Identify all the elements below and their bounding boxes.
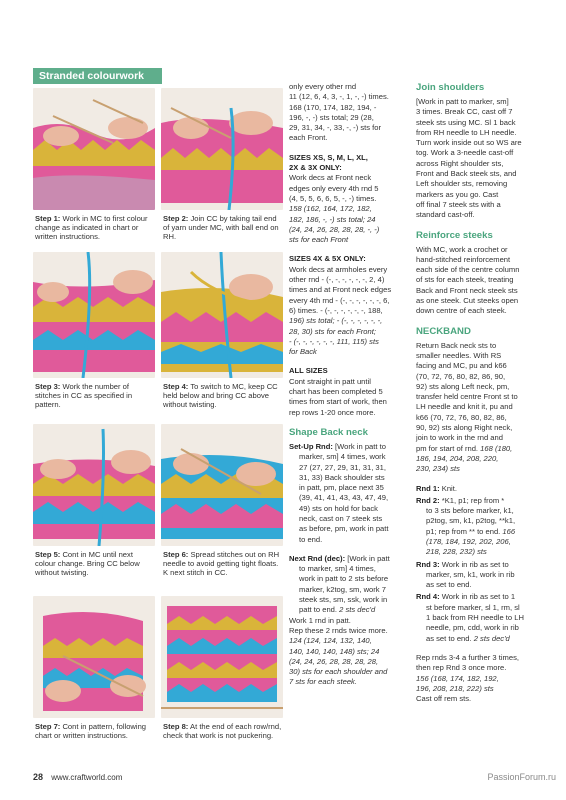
step-5-caption: Step 5: Cont in MC until next colour change. Bring CC below without twisting.: [35, 550, 140, 578]
final-instructions: Rep rnds 3-4 a further 3 times, then rep Rnd 3 once more. 156 (168, 174, 182, 192, 196, 208, 218, 222) sts Cast off rem sts.: [416, 652, 519, 704]
pattern-column-3: [416, 82, 544, 704]
step-6-photo: [161, 424, 283, 546]
intro-text: only every other rnd 11 (12, 6, 4, 3, -, 1, -, -) times. 168 (170, 174, 182, 194, - 196, -, -) sts total; 29 (28, 29, 31, 34, -, 33, -, -) sts for each Front.: [289, 82, 389, 143]
step-7-caption: Step 7: Cont in pattern, following chart or written instructions.: [35, 722, 147, 741]
step-1-photo: [33, 88, 155, 210]
sizes-4x-5x-block: SIZES 4X & 5X ONLY: Work decs at armholes every other rnd - (-, -, -, -, -, -, 2, 4) times and at Front neck edges every 4th rnd - (-, -, -, -, -, -, 6, 6) times. - (-, -, -, -, -, -, 188, 196) sts total; - (-, -, -, -, -, -, 28, 30) sts for each Front; - (-, -, -, -, -, -, 111, 115) sts for Back: [289, 254, 392, 357]
step-4-caption: Step 4: To switch to MC, keep CC held below and bring CC above without twisting.: [163, 382, 278, 410]
sizes-xs-3x-block: SIZES XS, S, M, L, XL, 2X & 3X ONLY: Work decs at Front neck edges only every 4th rnd 5 (4, 5, 5, 6, 6, 5, -, -) times. 158 (162, 164, 172, 182, 182, 186, -, -) sts total; 24 (24, 24, 26, 28, 28, 28, -, -) sts for each Front: [289, 152, 380, 245]
neckband-heading: NECKBAND: [416, 325, 471, 337]
reinforce-steeks-heading: Reinforce steeks: [416, 229, 493, 241]
step-3-photo: [33, 252, 155, 378]
round-4: Rnd 4: Work in rib as set to 1 st before marker, sl 1, rm, sl 1 back from RH needle to LH needle, pm, cdd, work in rib as set to end. 2 sts dec'd: [416, 592, 524, 643]
neckband-text: Return Back neck sts to smaller needles. With RS facing and MC, pu and k66 (70, 72, 76, 80, 82, 86, 90, 92) sts along Left neck, pm, transfer held centre Front st to LH needle and knit it, pu and k66 (70, 72, 76, 80, 82, 86, 90, 92) sts along Right neck, join to work in the rnd and pm for start of rnd. 168 (180, 186, 194, 204, 208, 220, 230, 234) sts: [416, 340, 518, 474]
join-shoulders-text: [Work in patt to marker, sm] 3 times. Break CC, cast off 7 steek sts using MC. Sl 1 back from RH needle to LH needle. Turn work inside out so WS are tog. Work a 3-needle cast-off across Right shoulder sts, Front and Back steek sts, and Left shoulder sts, removing markers as you go. Cast off final 7 steek sts with a standard cast-off.: [416, 97, 522, 220]
shape-back-neck-heading: Shape Back neck: [289, 426, 368, 438]
pattern-column-2: [289, 82, 411, 688]
step-8-caption: Step 8: At the end of each row/rnd, check that work is not puckering.: [163, 722, 282, 741]
round-3: Rnd 3: Work in rib as set to marker, sm, k1, work in rib as set to end.: [416, 559, 515, 590]
step-2-photo: [161, 88, 283, 210]
step-7-photo: [33, 596, 155, 718]
step-5-photo: [33, 424, 155, 546]
join-shoulders-heading: Join shoulders: [416, 82, 485, 93]
footer-website: www.craftworld.com: [51, 773, 123, 782]
watermark: PassionForum.ru: [487, 772, 556, 782]
next-round-dec: Next Rnd (dec): [Work in patt to marker, sm] 4 times, work in patt to 2 sts before marker, k2tog, sm, work 7 steek sts, sm, ssk, work in patt to end. 2 sts dec'd Work 1 rnd in patt. Rep these 2 rnds twice more. 124 (124, 124, 132, 140, 140, 140, 140, 148) sts; 24 (24, 24, 26, 28, 28, 28, 28, 30) sts for each shoulder and 7 sts for each steek.: [289, 553, 390, 687]
round-2: Rnd 2: *K1, p1; rep from * to 3 sts before marker, k1, p2tog, sm, k1, p2tog, **k1, p1; rep from ** to end. 166 (178, 184, 192, 202, 206, 218, 228, 232) sts: [416, 495, 516, 557]
round-1: Rnd 1: Knit.: [416, 483, 457, 493]
step-1-caption: Step 1: Work in MC to first colour change as indicated in chart or written instructions.: [35, 214, 148, 242]
step-8-photo: [161, 596, 283, 718]
step-6-caption: Step 6: Spread stitches out on RH needle to avoid getting tight floats. K next stitch in CC.: [163, 550, 280, 578]
reinforce-steeks-text: With MC, work a crochet or hand-stitched reinforcement each side of the centre column of sts for each steek, treating Back and Front neck steek sts as one steek. Cut steeks open down centre of each steek.: [416, 244, 520, 316]
step-3-caption: Step 3: Work the number of stitches in CC as specified in pattern.: [35, 382, 133, 410]
setup-round: Set-Up Rnd: [Work in patt to marker, sm] 4 times, work 27 (27, 27, 29, 31, 31, 31, 31, 33) Back shoulder sts in patt, pm, place next 35 (39, 41, 41, 43, 43, 47, 49, 49) sts on hold for back neck, cast on 7 steek sts as before, pm, work in patt to end.: [289, 441, 389, 544]
step-2-caption: Step 2: Join CC by taking tail end of yarn under MC, with ball end on RH.: [163, 214, 279, 242]
section-banner: Stranded colourwork: [33, 68, 162, 84]
page-number: 28: [33, 772, 44, 782]
all-sizes-block: ALL SIZES Cont straight in patt until chart has been completed 5 times from start of work, then rep rows 1-20 once more.: [289, 366, 387, 417]
step-4-photo: [161, 252, 283, 378]
page-footer: [33, 772, 122, 782]
